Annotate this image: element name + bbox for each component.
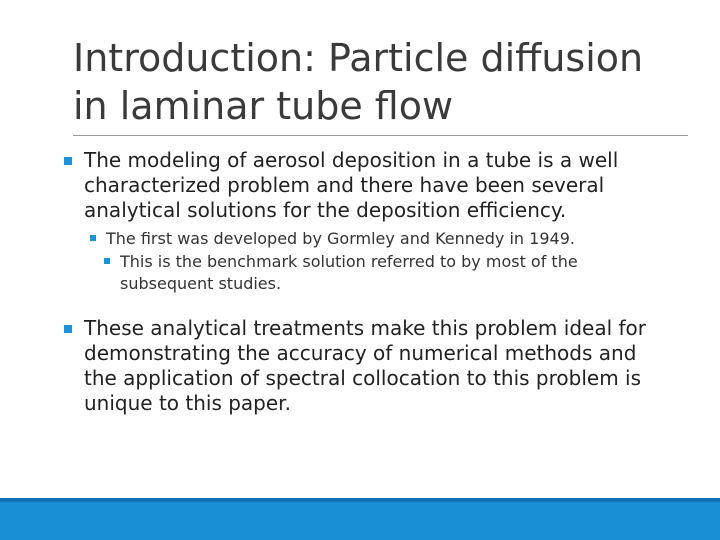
square-bullet-icon — [64, 325, 72, 333]
bullet-item-level2 — [106, 228, 664, 249]
square-bullet-icon — [104, 258, 110, 264]
bullet-text: The modeling of aerosol deposition in a tube is a well characterized problem and there have been several analytical solutions for the deposition efficiency. — [84, 148, 619, 222]
bullet-text: This is the benchmark solution referred to by most of the subsequent studies. — [120, 252, 578, 293]
bullet-text: The first was developed by Gormley and Kennedy in 1949. — [106, 229, 575, 248]
footer-bar-accent — [0, 498, 720, 502]
bullet-item-level1 — [84, 316, 664, 416]
spacer — [64, 295, 664, 316]
title-divider — [73, 135, 688, 136]
square-bullet-icon — [90, 235, 96, 241]
title-line-2: in laminar tube flow — [73, 84, 454, 128]
bullet-text: These analytical treatments make this problem ideal for demonstrating the accuracy of numerical methods and the application of spectral collocation to this problem is unique to this paper. — [84, 316, 646, 415]
footer-bar — [0, 498, 720, 540]
title-line-1: Introduction: Particle diffusion — [73, 36, 644, 80]
square-bullet-icon — [64, 157, 72, 165]
bullet-item-level1 — [84, 148, 664, 223]
slide-title — [73, 34, 693, 130]
bullet-list — [64, 148, 664, 416]
bullet-item-level3 — [120, 251, 664, 295]
